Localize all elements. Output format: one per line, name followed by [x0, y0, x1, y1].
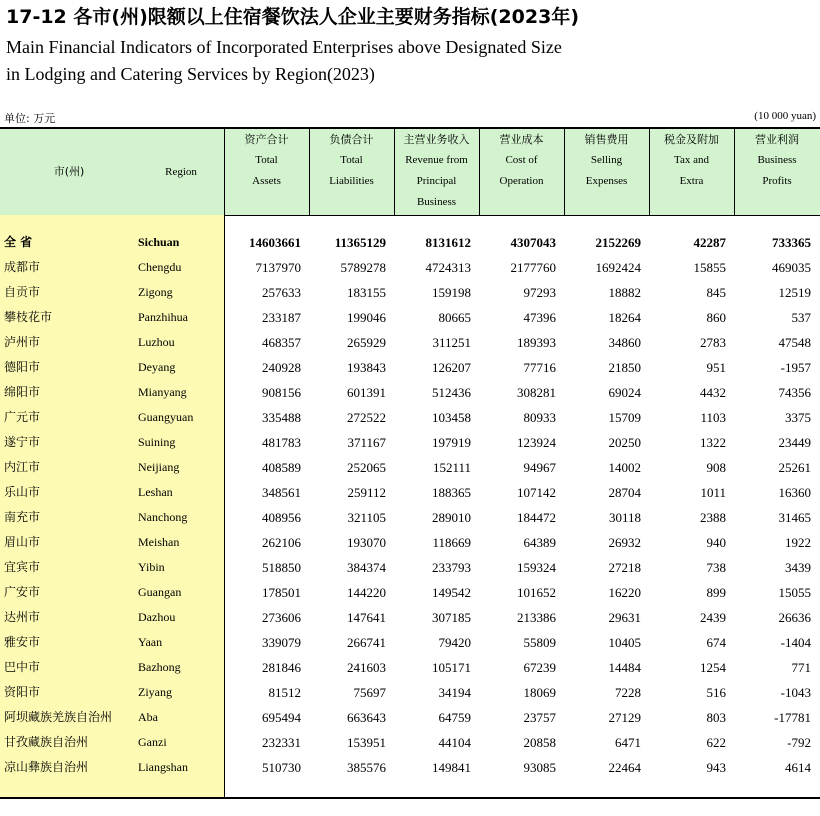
- header-business-profits-en2: Profits: [762, 175, 792, 187]
- cell-cost-operation: 97293: [523, 285, 556, 300]
- table-row: [0, 555, 820, 580]
- header-total-liabilities-en1: Total: [340, 154, 363, 166]
- cell-total-liabilities: 11365129: [334, 235, 386, 250]
- table-title-en-line1: Main Financial Indicators of Incorporated Enterprises above Designated Size: [6, 37, 562, 57]
- cell-business-profits: -1957: [780, 360, 811, 375]
- table-title-en-line2: in Lodging and Catering Services by Region(2023): [6, 64, 375, 84]
- cell-cost-operation: 64389: [523, 535, 556, 550]
- cell-revenue-principal: 64759: [438, 710, 471, 725]
- cell-cost-operation: 77716: [523, 360, 556, 375]
- header-total-liabilities-en3: [309, 192, 394, 213]
- cell-total-liabilities: 183155: [347, 285, 386, 300]
- cell-revenue-principal: 105171: [432, 660, 471, 675]
- cell-tax-extra: 516: [706, 685, 726, 700]
- cell-selling-expenses: 27129: [608, 710, 641, 725]
- cell-total-assets: 178501: [262, 585, 301, 600]
- header-region-en: Region: [165, 166, 197, 178]
- region-name-cn: 广安市: [4, 585, 41, 599]
- table-row: [0, 755, 820, 780]
- cell-selling-expenses: 26932: [608, 535, 641, 550]
- cell-cost-operation: 94967: [523, 460, 556, 475]
- cell-total-liabilities: 259112: [347, 485, 386, 500]
- cell-cost-operation: 20858: [523, 735, 556, 750]
- region-name-cn: 达州市: [4, 610, 41, 624]
- region-name-en: Yaan: [138, 635, 163, 649]
- region-name-cn: 资阳市: [4, 685, 41, 699]
- cell-total-assets: 348561: [262, 485, 301, 500]
- table-row: [0, 255, 820, 280]
- cell-total-assets: 233187: [262, 310, 301, 325]
- table-row: [0, 280, 820, 305]
- region-name-cn: 攀枝花市: [4, 310, 53, 324]
- cell-tax-extra: 622: [706, 735, 726, 750]
- cell-tax-extra: 2439: [700, 610, 726, 625]
- table-row: [0, 705, 820, 730]
- cell-revenue-principal: 197919: [432, 435, 471, 450]
- cell-business-profits: 3439: [785, 560, 811, 575]
- table-row: [0, 655, 820, 680]
- region-name-en: Suining: [138, 435, 176, 449]
- header-total-assets-cn: 资产合计: [244, 133, 289, 146]
- region-name-cn: 遂宁市: [4, 435, 41, 449]
- cell-business-profits: 16360: [778, 485, 811, 500]
- region-name-en: Liangshan: [138, 760, 188, 774]
- cell-total-liabilities: 272522: [347, 410, 386, 425]
- cell-revenue-principal: 307185: [432, 610, 471, 625]
- cell-business-profits: 3375: [785, 410, 811, 425]
- cell-tax-extra: 2388: [700, 510, 726, 525]
- table-row: [0, 730, 820, 755]
- cell-total-assets: 481783: [262, 435, 301, 450]
- cell-business-profits: 469035: [772, 260, 811, 275]
- region-name-cn: 德阳市: [4, 360, 41, 374]
- cell-total-liabilities: 265929: [347, 335, 386, 350]
- cell-revenue-principal: 289010: [432, 510, 471, 525]
- cell-total-assets: 281846: [262, 660, 301, 675]
- region-name-en: Chengdu: [138, 260, 182, 274]
- region-name-en: Guangyuan: [138, 410, 194, 424]
- cell-business-profits: 74356: [778, 385, 811, 400]
- cell-selling-expenses: 6471: [615, 735, 641, 750]
- cell-business-profits: 25261: [778, 460, 811, 475]
- header-business-profits: [734, 129, 820, 215]
- cell-revenue-principal: 159198: [432, 285, 471, 300]
- cell-total-assets: 510730: [262, 760, 301, 775]
- column-divider: [479, 129, 480, 215]
- cell-business-profits: 26636: [778, 610, 811, 625]
- cell-total-assets: 232331: [262, 735, 301, 750]
- header-tax-extra: [649, 129, 734, 215]
- region-name-cn: 内江市: [4, 460, 41, 474]
- cell-business-profits: -792: [787, 735, 811, 750]
- cell-revenue-principal: 44104: [438, 735, 471, 750]
- cell-total-assets: 335488: [262, 410, 301, 425]
- cell-revenue-principal: 118669: [432, 535, 471, 550]
- cell-selling-expenses: 14002: [608, 460, 641, 475]
- column-divider: [649, 129, 650, 215]
- cell-business-profits: 4614: [785, 760, 811, 775]
- header-cost-operation-en1: Cost of: [505, 154, 538, 166]
- table-title-cn: 17-12 各市(州)限额以上住宿餐饮法人企业主要财务指标(2023年): [6, 6, 579, 28]
- cell-total-liabilities: 144220: [347, 585, 386, 600]
- cell-cost-operation: 23757: [523, 710, 556, 725]
- cell-selling-expenses: 2152269: [595, 235, 641, 250]
- table-header: [0, 127, 820, 216]
- header-cost-operation-en2: Operation: [499, 175, 544, 187]
- table-row: [0, 380, 820, 405]
- cell-selling-expenses: 18882: [608, 285, 641, 300]
- cell-cost-operation: 67239: [523, 660, 556, 675]
- header-total-assets-en1: Total: [255, 154, 278, 166]
- region-name-en: Ziyang: [138, 685, 172, 699]
- cell-revenue-principal: 233793: [432, 560, 471, 575]
- cell-business-profits: 733365: [772, 235, 811, 250]
- table-row: [0, 355, 820, 380]
- table-bottom-rule: [0, 797, 820, 799]
- cell-total-liabilities: 75697: [353, 685, 386, 700]
- header-selling-expenses-en2: Expenses: [585, 175, 628, 187]
- cell-revenue-principal: 126207: [432, 360, 471, 375]
- cell-tax-extra: 1254: [700, 660, 726, 675]
- table-row: [0, 680, 820, 705]
- cell-total-liabilities: 601391: [347, 385, 386, 400]
- cell-revenue-principal: 79420: [438, 635, 471, 650]
- header-total-liabilities-cn: 负债合计: [329, 133, 374, 146]
- cell-total-assets: 408589: [262, 460, 301, 475]
- cell-selling-expenses: 14484: [608, 660, 641, 675]
- cell-cost-operation: 308281: [517, 385, 556, 400]
- cell-cost-operation: 101652: [517, 585, 556, 600]
- table-row-total: [0, 230, 820, 255]
- cell-business-profits: 12519: [778, 285, 811, 300]
- cell-total-liabilities: 147641: [347, 610, 386, 625]
- cell-total-liabilities: 199046: [347, 310, 386, 325]
- header-selling-expenses-cn: 销售费用: [584, 133, 629, 146]
- cell-revenue-principal: 149841: [432, 760, 471, 775]
- region-name-en: Guangan: [138, 585, 182, 599]
- cell-total-assets: 7137970: [255, 260, 301, 275]
- cell-total-assets: 81512: [268, 685, 301, 700]
- table-row: [0, 455, 820, 480]
- cell-cost-operation: 213386: [517, 610, 556, 625]
- cell-tax-extra: 951: [706, 360, 726, 375]
- region-name-en: Aba: [138, 710, 158, 724]
- column-divider: [734, 129, 735, 215]
- cell-cost-operation: 2177760: [510, 260, 556, 275]
- region-name-cn: 雅安市: [4, 635, 41, 649]
- cell-revenue-principal: 80665: [438, 310, 471, 325]
- cell-total-assets: 695494: [262, 710, 301, 725]
- cell-revenue-principal: 8131612: [425, 235, 471, 250]
- header-tax-extra-cn: 税金及附加: [664, 133, 719, 146]
- cell-cost-operation: 4307043: [510, 235, 556, 250]
- cell-selling-expenses: 7228: [615, 685, 641, 700]
- region-name-en: Ganzi: [138, 735, 167, 749]
- cell-cost-operation: 184472: [517, 510, 556, 525]
- region-name-cn: 凉山彝族自治州: [4, 760, 89, 774]
- cell-selling-expenses: 29631: [608, 610, 641, 625]
- header-tax-extra-en3: [649, 192, 734, 213]
- table-row: [0, 580, 820, 605]
- cell-revenue-principal: 152111: [432, 460, 471, 475]
- table-row: [0, 605, 820, 630]
- cell-tax-extra: 2783: [700, 335, 726, 350]
- cell-revenue-principal: 188365: [432, 485, 471, 500]
- cell-total-liabilities: 385576: [347, 760, 386, 775]
- cell-selling-expenses: 30118: [608, 510, 641, 525]
- cell-selling-expenses: 15709: [608, 410, 641, 425]
- header-cost-operation-cn: 营业成本: [499, 133, 544, 146]
- cell-total-liabilities: 266741: [347, 635, 386, 650]
- region-name-cn: 全 省: [4, 235, 33, 249]
- cell-cost-operation: 123924: [517, 435, 556, 450]
- column-divider: [394, 129, 395, 215]
- table-row: [0, 305, 820, 330]
- cell-tax-extra: 42287: [693, 235, 726, 250]
- cell-total-assets: 262106: [262, 535, 301, 550]
- table-row: [0, 505, 820, 530]
- region-name-cn: 泸州市: [4, 335, 41, 349]
- cell-tax-extra: 803: [706, 710, 726, 725]
- column-divider: [224, 129, 225, 798]
- table-row: [0, 630, 820, 655]
- cell-tax-extra: 940: [706, 535, 726, 550]
- cell-revenue-principal: 4724313: [425, 260, 471, 275]
- cell-selling-expenses: 21850: [608, 360, 641, 375]
- cell-total-assets: 518850: [262, 560, 301, 575]
- header-total-liabilities-en2: Liabilities: [329, 175, 374, 187]
- unit-label-en: (10 000 yuan): [754, 110, 816, 122]
- cell-total-assets: 240928: [262, 360, 301, 375]
- region-name-en: Dazhou: [138, 610, 176, 624]
- cell-business-profits: 23449: [778, 435, 811, 450]
- cell-total-liabilities: 384374: [347, 560, 386, 575]
- cell-total-assets: 408956: [262, 510, 301, 525]
- header-total-assets: [224, 129, 309, 215]
- cell-tax-extra: 845: [706, 285, 726, 300]
- cell-cost-operation: 18069: [523, 685, 556, 700]
- cell-business-profits: 537: [791, 310, 811, 325]
- region-name-en: Mianyang: [138, 385, 187, 399]
- header-tax-extra-en2: Extra: [679, 175, 704, 187]
- cell-cost-operation: 55809: [523, 635, 556, 650]
- table-row: [0, 480, 820, 505]
- header-city-cn: 市(州): [53, 165, 85, 178]
- cell-selling-expenses: 18264: [608, 310, 641, 325]
- cell-cost-operation: 93085: [523, 760, 556, 775]
- cell-business-profits: -1043: [780, 685, 811, 700]
- cell-tax-extra: 899: [706, 585, 726, 600]
- cell-cost-operation: 80933: [523, 410, 556, 425]
- cell-total-liabilities: 193070: [347, 535, 386, 550]
- cell-revenue-principal: 103458: [432, 410, 471, 425]
- cell-selling-expenses: 16220: [608, 585, 641, 600]
- header-business-profits-en3: [734, 192, 820, 213]
- region-name-cn: 自贡市: [4, 285, 41, 299]
- region-name-cn: 成都市: [4, 260, 41, 274]
- region-name-en: Leshan: [138, 485, 173, 499]
- cell-tax-extra: 1322: [700, 435, 726, 450]
- cell-business-profits: -17781: [774, 710, 811, 725]
- cell-business-profits: 47548: [778, 335, 811, 350]
- cell-selling-expenses: 1692424: [595, 260, 641, 275]
- region-name-en: Bazhong: [138, 660, 181, 674]
- cell-total-liabilities: 153951: [347, 735, 386, 750]
- cell-revenue-principal: 34194: [438, 685, 471, 700]
- cell-business-profits: 1922: [785, 535, 811, 550]
- region-name-cn: 乐山市: [4, 485, 41, 499]
- cell-total-assets: 14603661: [249, 235, 301, 250]
- header-selling-expenses: [564, 129, 649, 215]
- region-name-en: Yibin: [138, 560, 165, 574]
- header-cost-operation: [479, 129, 564, 215]
- cell-total-liabilities: 252065: [347, 460, 386, 475]
- header-revenue-principal-en3: Business: [416, 196, 457, 208]
- header-tax-extra-en1: Tax and: [674, 154, 709, 166]
- header-selling-expenses-en3: [564, 192, 649, 213]
- region-name-cn: 甘孜藏族自治州: [4, 735, 89, 749]
- region-name-cn: 巴中市: [4, 660, 41, 674]
- region-name-en: Neijiang: [138, 460, 180, 474]
- region-name-en: Nanchong: [138, 510, 188, 524]
- cell-tax-extra: 860: [706, 310, 726, 325]
- cell-total-liabilities: 321105: [347, 510, 386, 525]
- table-row: [0, 530, 820, 555]
- cell-selling-expenses: 27218: [608, 560, 641, 575]
- header-revenue-principal-cn: 主营业务收入: [403, 133, 470, 146]
- table-row: [0, 330, 820, 355]
- unit-label-cn: 单位: 万元: [4, 112, 56, 125]
- cell-selling-expenses: 22464: [608, 760, 641, 775]
- cell-total-liabilities: 5789278: [340, 260, 386, 275]
- region-name-en: Meishan: [138, 535, 180, 549]
- region-name-en: Panzhihua: [138, 310, 188, 324]
- cell-cost-operation: 189393: [517, 335, 556, 350]
- region-name-en: Luzhou: [138, 335, 175, 349]
- cell-total-liabilities: 241603: [347, 660, 386, 675]
- region-name-cn: 宜宾市: [4, 560, 41, 574]
- cell-cost-operation: 107142: [517, 485, 556, 500]
- header-selling-expenses-en1: Selling: [590, 154, 623, 166]
- cell-total-liabilities: 663643: [347, 710, 386, 725]
- header-revenue-principal-en2: Principal: [416, 175, 457, 187]
- header-business-profits-cn: 营业利润: [755, 133, 799, 146]
- region-name-cn: 眉山市: [4, 535, 41, 549]
- column-divider: [564, 129, 565, 215]
- cell-business-profits: 771: [791, 660, 811, 675]
- column-divider: [309, 129, 310, 215]
- cell-selling-expenses: 10405: [608, 635, 641, 650]
- cell-business-profits: 15055: [778, 585, 811, 600]
- region-name-en: Sichuan: [138, 235, 180, 249]
- header-total-assets-en2: Assets: [252, 175, 281, 187]
- header-total-assets-en3: [224, 192, 309, 213]
- cell-cost-operation: 47396: [523, 310, 556, 325]
- cell-tax-extra: 738: [706, 560, 726, 575]
- table-row: [0, 430, 820, 455]
- cell-total-liabilities: 193843: [347, 360, 386, 375]
- cell-tax-extra: 1011: [700, 485, 726, 500]
- cell-selling-expenses: 34860: [608, 335, 641, 350]
- cell-business-profits: -1404: [780, 635, 811, 650]
- cell-revenue-principal: 512436: [432, 385, 471, 400]
- cell-cost-operation: 159324: [517, 560, 556, 575]
- cell-tax-extra: 1103: [700, 410, 726, 425]
- header-revenue-principal-en1: Revenue from: [405, 154, 468, 166]
- cell-revenue-principal: 311251: [432, 335, 471, 350]
- region-name-cn: 广元市: [4, 410, 41, 424]
- cell-total-liabilities: 371167: [347, 435, 386, 450]
- cell-selling-expenses: 20250: [608, 435, 641, 450]
- cell-tax-extra: 943: [706, 760, 726, 775]
- cell-total-assets: 339079: [262, 635, 301, 650]
- cell-selling-expenses: 28704: [608, 485, 641, 500]
- cell-business-profits: 31465: [778, 510, 811, 525]
- cell-selling-expenses: 69024: [608, 385, 641, 400]
- table-row: [0, 405, 820, 430]
- header-revenue-principal: [394, 129, 479, 215]
- region-name-cn: 绵阳市: [4, 385, 41, 399]
- cell-tax-extra: 674: [706, 635, 726, 650]
- cell-total-assets: 908156: [262, 385, 301, 400]
- header-total-liabilities: [309, 129, 394, 215]
- header-business-profits-en1: Business: [757, 154, 797, 166]
- region-name-en: Zigong: [138, 285, 173, 299]
- region-name-en: Deyang: [138, 360, 176, 374]
- cell-tax-extra: 4432: [700, 385, 726, 400]
- cell-revenue-principal: 149542: [432, 585, 471, 600]
- region-name-cn: 南充市: [4, 510, 41, 524]
- cell-total-assets: 257633: [262, 285, 301, 300]
- cell-tax-extra: 15855: [693, 260, 726, 275]
- cell-total-assets: 468357: [262, 335, 301, 350]
- cell-tax-extra: 908: [706, 460, 726, 475]
- header-cost-operation-en3: [479, 192, 564, 213]
- cell-total-assets: 273606: [262, 610, 301, 625]
- region-name-cn: 阿坝藏族羌族自治州: [4, 710, 113, 724]
